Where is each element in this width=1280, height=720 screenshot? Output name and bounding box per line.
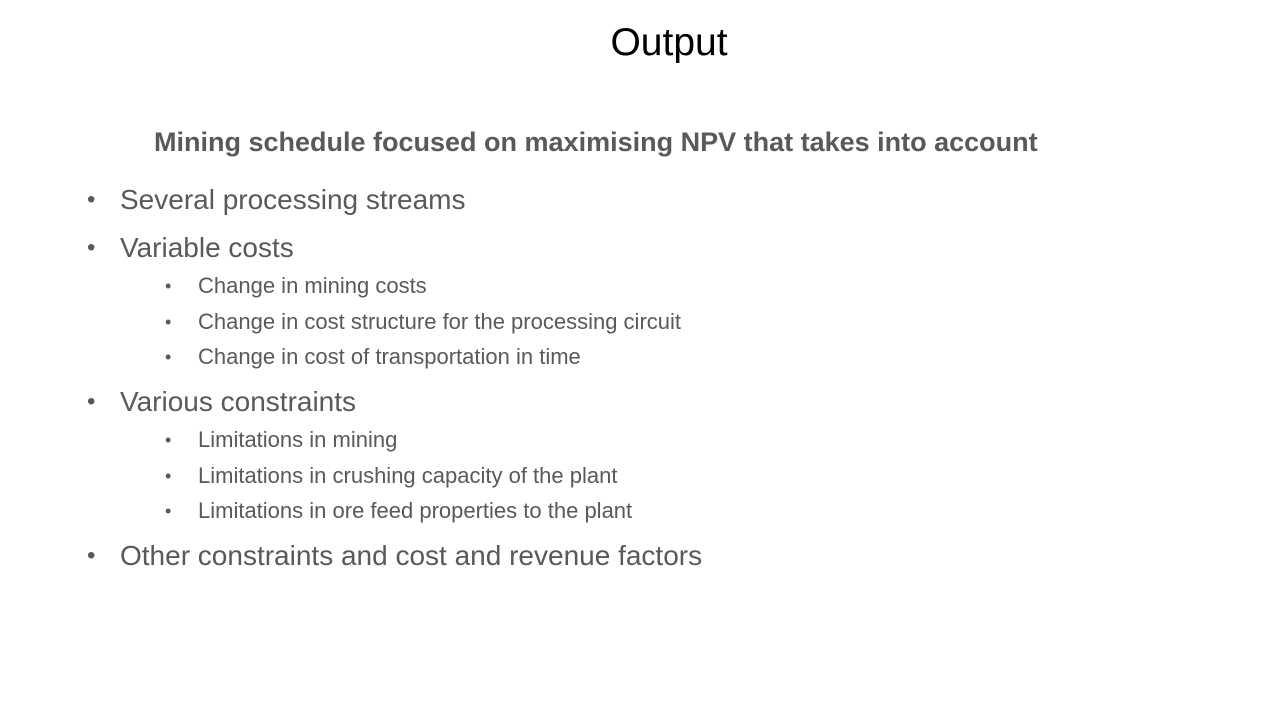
list-item [87, 385, 357, 419]
list-item-text: Limitations in mining [198, 427, 398, 452]
slide-subtitle: Mining schedule focused on maximising NPV that takes into account [154, 127, 1038, 157]
bullet-icon: • [87, 542, 96, 569]
list-item-text: Limitations in crushing capacity of the plant [198, 463, 618, 488]
bullet-icon: • [165, 466, 172, 486]
bullet-icon: • [165, 276, 172, 296]
list-item [165, 462, 618, 490]
list-item-text: Variable costs [120, 232, 294, 263]
list-item-text: Change in cost of transportation in time [198, 344, 581, 369]
bullet-icon: • [165, 501, 172, 521]
list-item [87, 539, 703, 573]
list-item-text: Change in cost structure for the processing circuit [198, 309, 682, 334]
slide-title: Output [610, 21, 728, 64]
list-item [87, 231, 294, 265]
bullet-icon: • [165, 430, 172, 450]
list-item [87, 183, 466, 217]
list-item [165, 272, 427, 300]
bullet-icon: • [87, 186, 96, 213]
list-item-text: Change in mining costs [198, 273, 427, 298]
list-item [165, 343, 581, 371]
list-item [165, 497, 633, 525]
bullet-icon: • [165, 312, 172, 332]
list-item-text: Several processing streams [120, 184, 466, 215]
list-item-text: Other constraints and cost and revenue factors [120, 540, 703, 571]
list-item [165, 308, 682, 336]
list-item [165, 426, 398, 454]
list-item-text: Limitations in ore feed properties to the plant [198, 498, 633, 523]
bullet-icon: • [87, 234, 96, 261]
bullet-icon: • [87, 388, 96, 415]
bullet-icon: • [165, 347, 172, 367]
list-item-text: Various constraints [120, 386, 357, 417]
